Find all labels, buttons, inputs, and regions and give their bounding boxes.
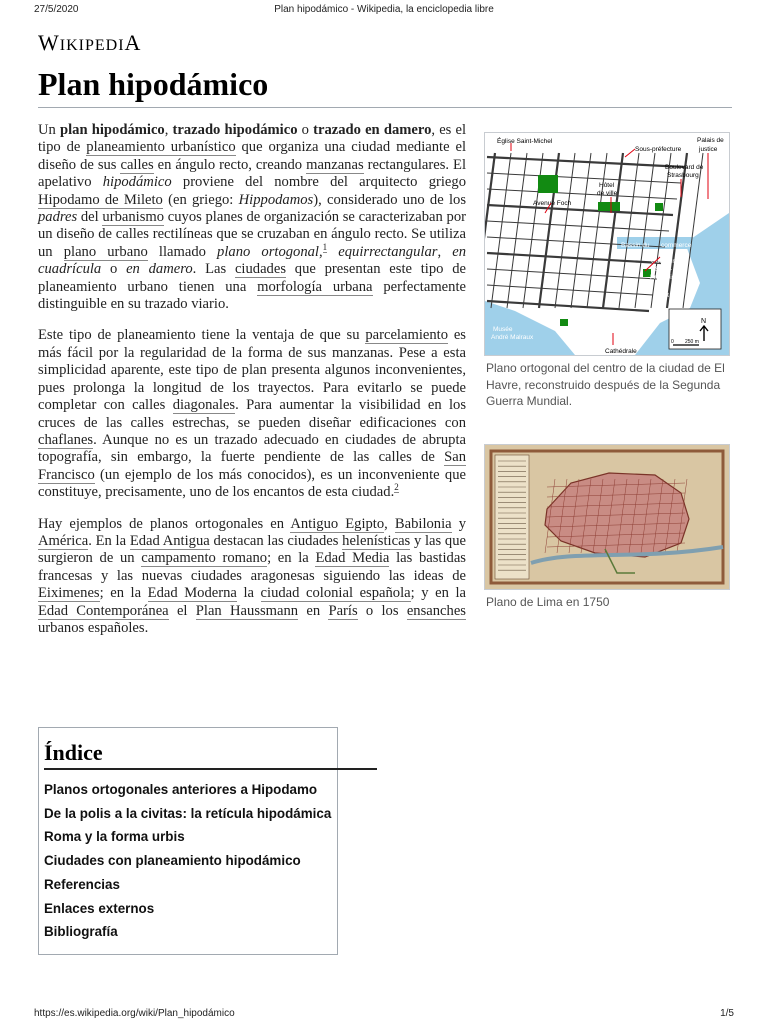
link-paris[interactable]: París — [328, 602, 358, 619]
label-sous-prefecture: Sous-préfecture — [635, 146, 682, 153]
link-chaflanes[interactable]: chaflanes — [38, 431, 94, 448]
link-ensanches[interactable]: ensanches — [406, 602, 466, 619]
label-eglise: Église Saint-Michel — [497, 138, 553, 145]
toc-item[interactable]: De la polis a la civitas: la retícula hipodámica — [44, 805, 332, 821]
link-helenisticas[interactable]: helenísticas — [342, 532, 411, 549]
figure-el-havre — [484, 132, 732, 410]
link-edad-moderna[interactable]: Edad Moderna — [147, 585, 237, 602]
link-eiximenes[interactable]: Eiximenes — [38, 585, 100, 602]
north-label: N — [701, 318, 707, 325]
link-diagonales[interactable]: diagonales — [172, 397, 236, 414]
print-date: 27/5/2020 — [34, 4, 79, 15]
toc-item[interactable]: Enlaces externos — [44, 900, 155, 916]
link-edad-media[interactable]: Edad Media — [315, 550, 390, 567]
link-babilonia[interactable]: Babilonia — [394, 515, 452, 532]
label-boulevard-2: Strasbourg — [667, 172, 699, 179]
figures-column — [484, 132, 732, 610]
label-palais-2: justice — [699, 146, 718, 153]
label-cathedrale: Cathédrale — [605, 348, 637, 355]
toc-item[interactable]: Ciudades con planeamiento hipodámico — [44, 853, 301, 869]
print-page-title: Plan hipodámico - Wikipedia, la enciclopedia libre — [274, 4, 494, 15]
label-musee-1: Musée — [493, 326, 513, 333]
figure-caption-el-havre: Plano ortogonal del centro de la ciudad de El Havre, reconstruido después de la Segunda Guerra Mundial. — [486, 361, 725, 408]
link-urbanismo[interactable]: urbanismo — [102, 209, 165, 226]
print-header — [0, 0, 768, 22]
link-planeamiento-urbanistico[interactable]: planeamiento urbanístico — [86, 139, 236, 156]
scale-zero: 0 — [671, 339, 674, 345]
label-quartier-3: François — [650, 274, 675, 281]
print-footer — [0, 1002, 768, 1024]
label-hotel-1: Hôtel — [599, 182, 615, 189]
link-plan-haussmann[interactable]: Plan Haussmann — [195, 602, 299, 619]
link-edad-contemporanea[interactable]: Edad Contemporánea — [38, 602, 169, 619]
label-palais-1: Palais de — [697, 137, 724, 144]
el-havre-map[interactable] — [484, 132, 730, 356]
print-url: https://es.wikipedia.org/wiki/Plan_hipodámico — [34, 1008, 235, 1019]
link-parcelamiento[interactable]: parcelamiento — [365, 327, 448, 344]
link-edad-antigua[interactable]: Edad Antigua — [129, 532, 210, 549]
label-port: Port — [657, 292, 669, 299]
link-calles[interactable]: calles — [120, 156, 154, 173]
label-boulevard-1: Boulevard de — [665, 164, 704, 171]
link-plano-urbano[interactable]: plano urbano — [63, 243, 148, 260]
label-musee-2: André Malraux — [491, 334, 534, 341]
reference-1[interactable]: 1 — [322, 241, 328, 252]
label-avenue-foch: Avenue Foch — [533, 200, 572, 207]
link-morfologia-urbana[interactable]: morfología urbana — [257, 278, 373, 295]
print-page-number: 1/5 — [720, 1008, 734, 1019]
link-antiguo-egipto[interactable]: Antiguo Egipto — [290, 515, 385, 532]
toc-list — [39, 778, 337, 944]
lima-map[interactable] — [484, 444, 730, 590]
toc-title: Índice — [44, 740, 377, 770]
label-hotel-2: de ville — [597, 190, 618, 197]
reference-2[interactable]: 2 — [394, 482, 399, 493]
scale-250: 250 m — [685, 339, 699, 345]
toc-item[interactable]: Referencias — [44, 876, 120, 892]
paragraph-ventajas: Este tipo de planeamiento tiene la ventaja de que su parcelamiento es más fácil por la regularidad de la forma de sus manzanas. Pese a esta simplicidad aparente, este tipo de plan presenta algunos inconvenientes, pues prolonga la longitud de los trayectos. Para evitarlo se puede completar con calles diagonales. Para aumentar la visibilidad en los cruces de las calles estrechas, se pueden diseñar edificaciones con chaflanes. Aunque no es un trazado adecuado en ciudades de abrupta topografía, sin embargo, la fuerte pendiente de las calles de San Francisco (un ejemplo de los más conocidos), es un inconveniente que constituye, precisamente, uno de los encantos de esta ciudad.$^2$ — [38, 327, 467, 501]
toc-item[interactable]: Planos ortogonales anteriores a Hipodamo — [44, 782, 318, 797]
wikipedia-wordmark[interactable]: WIKIPEDIA — [38, 30, 142, 55]
figure-lima — [484, 444, 732, 611]
label-bassin: Bassin du — [621, 242, 650, 249]
label-commerce: commerce — [661, 242, 692, 249]
link-campamento-romano[interactable]: campamento romano — [141, 550, 268, 567]
toc-item[interactable]: Roma y la forma urbis — [44, 829, 185, 845]
page-title: Plan hipodámico — [38, 66, 732, 108]
link-hipodamo-de-mileto[interactable]: Hipodamo de Mileto — [38, 191, 163, 208]
article-body — [38, 122, 732, 651]
table-of-contents — [38, 727, 338, 955]
link-ciudades[interactable]: ciudades — [234, 261, 286, 278]
link-ciudad-colonial-espanola[interactable]: ciudad colonial española — [260, 585, 411, 602]
label-quartier-2: Saint- — [655, 266, 672, 273]
link-manzanas[interactable]: manzanas — [306, 156, 364, 173]
figure-caption-lima: Plano de Lima en 1750 — [486, 594, 610, 609]
link-america[interactable]: América — [38, 532, 89, 549]
link-san-francisco[interactable]: San Francisco — [38, 449, 466, 483]
toc-item[interactable]: Bibliografía — [44, 924, 118, 940]
paragraph-ejemplos: Hay ejemplos de planos ortogonales en Antiguo Egipto, Babilonia y América. En la Edad Antigua destacan las ciudades helenísticas y las que surgieron de un campamento romano; en la Edad Media las bastidas francesas y las nuevas ciudades aragonesas siguiendo las ideas de Eiximenes; en la Edad Moderna la ciudad colonial española; y en la Edad Contemporánea el Plan Haussmann en París o los ensanches urbanos españoles. — [38, 515, 467, 636]
paragraph-intro: Un plan hipodámico, trazado hipodámico o trazado en damero, es el tipo de planeamiento urbanístico que organiza una ciudad mediante el diseño de sus calles en ángulo recto, creando manzanas rectangulares. El apelativo hipodámico proviene del nombre del arquitecto griego Hipodamo de Mileto (en griego: Hippodamos), considerado uno de los padres del urbanismo cuyos planes de organización se caracterizaban por un diseño de calles rectilíneas que se cruzaban en ángulo recto. Se utiliza un plano urbano llamado plano ortogonal,$^1$ equirrectangular, en cuadrícula o en damero. Las ciudades que presentan este tipo de planeamiento urbano tienen una morfología urbana perfectamente distinguible en su trazado viario. — [38, 122, 467, 313]
label-quartier-1: Quartier — [651, 258, 675, 265]
